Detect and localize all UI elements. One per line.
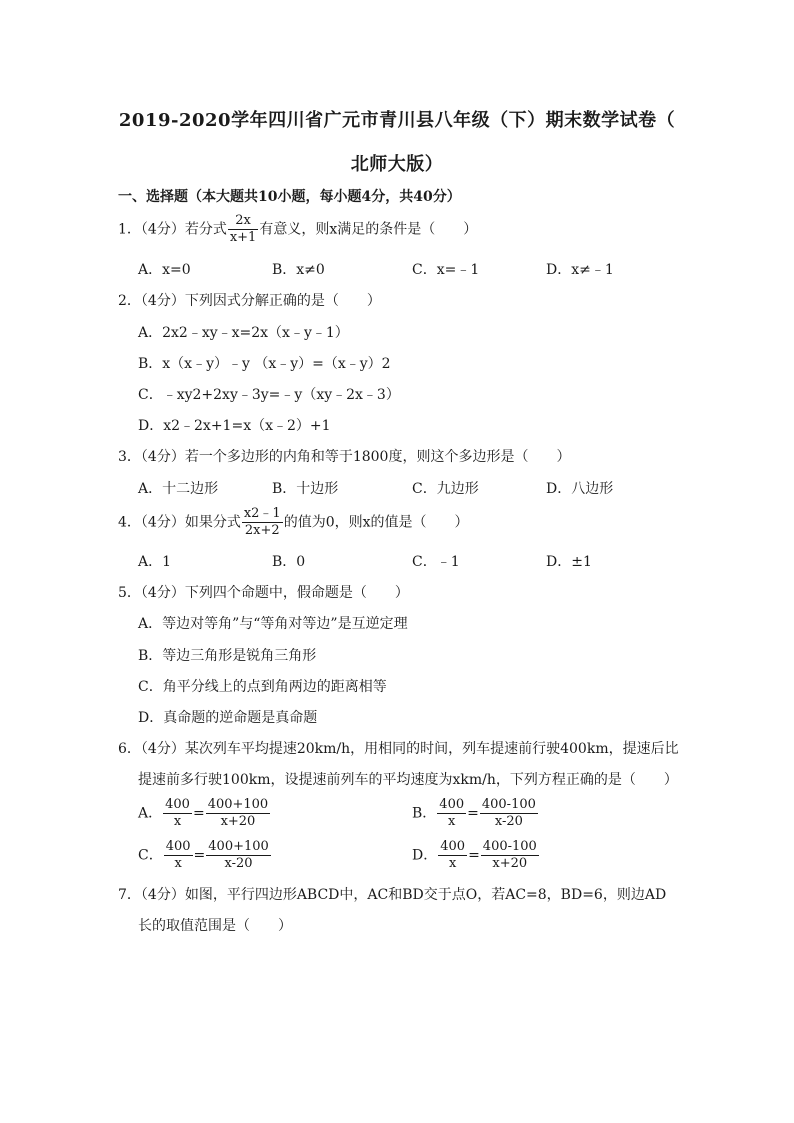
question-5: 5．（4分）下列四个命题中，假命题是（ ）	[118, 585, 409, 601]
q6-a-den1: x	[173, 814, 182, 829]
q4-numerator: x2﹣1	[243, 506, 281, 521]
q1-prefix: 1．（4分）若分式	[118, 221, 227, 238]
q6-d-den1: x	[448, 856, 457, 871]
page-title-line1: 2019-2020学年四川省广元市青川县八年级（下）期末数学试卷（	[118, 110, 676, 131]
q6-b-num2: 400-100	[481, 797, 536, 812]
q1-option-a: A．x=0	[138, 262, 191, 278]
question-7-line2: 长的取值范围是（ ）	[138, 918, 292, 934]
page-title-line2: 北师大版）	[350, 154, 444, 175]
q6-a-equals: =	[192, 805, 205, 822]
q3-option-b: B．十边形	[272, 481, 339, 497]
q6-d-label: D．	[412, 847, 438, 864]
q6-option-b	[412, 797, 539, 830]
q6-d-num1: 400	[440, 839, 466, 854]
q1-suffix: 有意义，则x满足的条件是（ ）	[259, 221, 478, 238]
section-heading: 一、选择题（本大题共10小题，每小题4分，共40分）	[118, 189, 461, 205]
q4-denominator: 2x+2	[244, 523, 280, 538]
q4-option-d: D．±1	[546, 554, 592, 570]
q6-b-den2: x-20	[494, 814, 523, 829]
q4-fraction	[242, 506, 283, 539]
q6-b-equals: =	[467, 805, 479, 822]
q6-a-den2: x+20	[220, 814, 256, 829]
q6-c-equals: =	[193, 847, 206, 864]
q6-d-frac1	[438, 839, 467, 872]
question-2: 2．（4分）下列因式分解正确的是（ ）	[118, 293, 381, 309]
q6-option-c	[138, 839, 272, 872]
q3-option-d: D．八边形	[546, 481, 614, 497]
q2-option-d: D．x2﹣2x+1=x（x﹣2）+1	[138, 418, 331, 434]
q6-c-label: C．	[138, 847, 163, 864]
q6-d-equals: =	[468, 847, 480, 864]
q6-a-label: A．	[138, 805, 163, 822]
q6-a-frac2	[206, 797, 271, 830]
q6-d-den2: x+20	[492, 856, 528, 871]
question-7-line1: 7．（4分）如图，平行四边形ABCD中，AC和BD交于点O，若AC=8，BD=6，则边AD	[118, 887, 667, 903]
q4-option-a: A．1	[138, 554, 172, 570]
q1-fraction	[228, 213, 259, 246]
q6-a-num2: 400+100	[207, 797, 269, 812]
q1-option-d: D．x≠﹣1	[546, 262, 614, 278]
q2-option-a: A．2x2﹣xy﹣x=2x（x﹣y﹣1）	[138, 325, 349, 341]
q5-option-d: D．真命题的逆命题是真命题	[138, 710, 318, 726]
q6-c-den2: x-20	[224, 856, 253, 871]
q4-suffix: 的值为0，则x的值是（ ）	[283, 514, 469, 531]
q6-d-frac2	[481, 839, 539, 872]
q5-option-b: B．等边三角形是锐角三角形	[138, 648, 317, 664]
q6-b-den1: x	[448, 814, 456, 829]
q4-option-c: C．﹣1	[412, 554, 460, 570]
q1-denominator: x+1	[229, 230, 257, 245]
question-1	[118, 213, 477, 246]
q6-c-frac1	[164, 839, 193, 872]
q6-b-frac1	[437, 797, 466, 830]
q6-a-num1: 400	[165, 797, 190, 812]
q2-option-c: C．﹣xy2+2xy﹣3y=﹣y（xy﹣2x﹣3）	[138, 387, 400, 403]
q5-option-c: C．角平分线上的点到角两边的距离相等	[138, 679, 387, 695]
question-3: 3．（4分）若一个多边形的内角和等于1800度，则这个多边形是（ ）	[118, 449, 571, 465]
q6-c-num2: 400+100	[208, 839, 269, 854]
q4-option-b: B．0	[272, 554, 306, 570]
q6-b-label: B．	[412, 805, 437, 822]
q3-option-c: C．九边形	[412, 481, 479, 497]
question-6-line2: 提速前多行驶100km，设提速前列车的平均速度为xkm/h，下列方程正确的是（ ）	[138, 772, 678, 788]
q4-prefix: 4．（4分）如果分式	[118, 514, 241, 531]
q1-option-b: B．x≠0	[272, 262, 325, 278]
q6-option-d	[412, 839, 540, 872]
question-6-line1: 6．（4分）某次列车平均提速20km/h，用相同的时间，列车提速前行驶400km，提速后比	[118, 741, 679, 757]
question-4	[118, 506, 469, 539]
q6-c-frac2	[206, 839, 271, 872]
q6-b-frac2	[480, 797, 538, 830]
q5-option-a: A．等边对等角”与“等角对等边”是互逆定理	[138, 616, 408, 632]
q6-a-frac1	[163, 797, 192, 830]
q6-option-a	[138, 797, 271, 830]
q6-d-num2: 400-100	[482, 839, 537, 854]
q3-option-a: A．十二边形	[138, 481, 219, 497]
q1-option-c: C．x=﹣1	[412, 262, 480, 278]
q2-option-b: B．x（x﹣y）﹣y （x﹣y）=（x﹣y）2	[138, 356, 391, 372]
q6-b-num1: 400	[439, 797, 465, 812]
q6-c-den1: x	[174, 856, 182, 871]
q6-c-num1: 400	[165, 839, 191, 854]
q1-numerator: 2x	[228, 213, 259, 230]
